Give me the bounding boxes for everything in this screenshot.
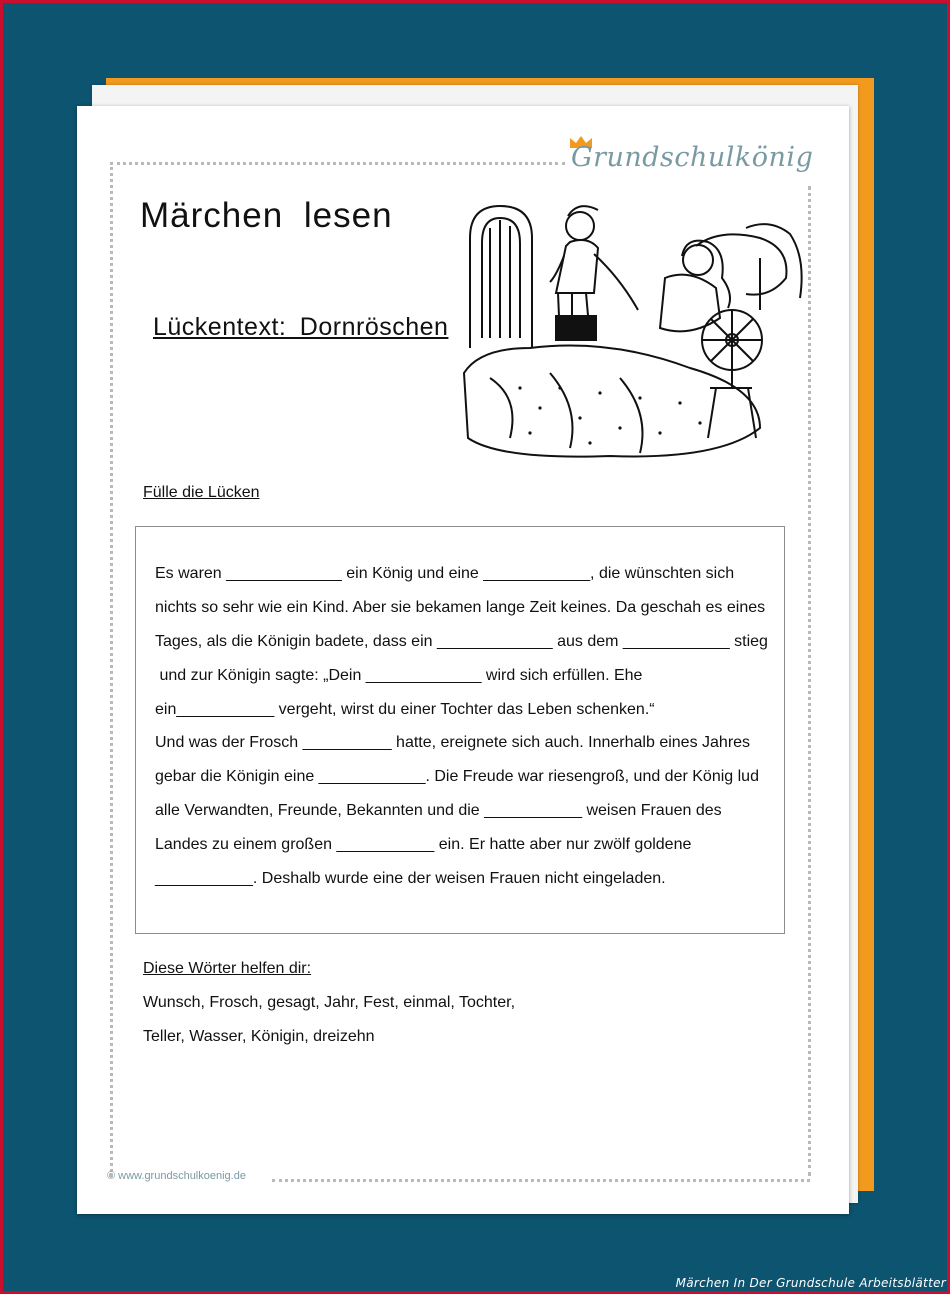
instruction-heading: Fülle die Lücken bbox=[143, 484, 260, 501]
text-line: Tages, als die Königin badete, dass ein _____________ aus dem ____________ stieg bbox=[155, 633, 768, 650]
helper-words-heading: Diese Wörter helfen dir: bbox=[143, 960, 312, 977]
text-line: Es waren _____________ ein König und eine ____________, die wünschten sich bbox=[155, 565, 735, 582]
worksheet-page bbox=[77, 106, 849, 1214]
image-caption: Märchen In Der Grundschule Arbeitsblätter bbox=[675, 1276, 946, 1290]
text-line: Und was der Frosch __________ hatte, ereignete sich auch. Innerhalb eines Jahres bbox=[155, 734, 751, 751]
dotted-border-left bbox=[110, 162, 113, 1177]
brand-logo: Grundschulkönig bbox=[571, 142, 814, 173]
helper-words-line: Wunsch, Frosch, gesagt, Jahr, Fest, einmal, Tochter, bbox=[143, 994, 516, 1011]
page-title: Märchen lesen bbox=[140, 196, 393, 235]
copyright-footer: © www.grundschulkoenig.de bbox=[107, 1170, 246, 1182]
text-line: nichts so sehr wie ein Kind. Aber sie bekamen lange Zeit keines. Da geschah es eines bbox=[155, 599, 766, 616]
text-line: ___________. Deshalb wurde eine der weisen Frauen nicht eingeladen. bbox=[155, 870, 666, 887]
text-line: und zur Königin sagte: „Dein _____________ wird sich erfüllen. Ehe bbox=[155, 667, 643, 684]
page-subtitle: Lückentext: Dornröschen bbox=[153, 313, 449, 341]
helper-words-line: Teller, Wasser, Königin, dreizehn bbox=[143, 1028, 375, 1045]
text-line: alle Verwandten, Freunde, Bekannten und die ___________ weisen Frauen des bbox=[155, 802, 722, 819]
sleeping-beauty-illustration bbox=[460, 198, 808, 460]
text-line: ein___________ vergeht, wirst du einer Tochter das Leben schenken.“ bbox=[155, 701, 655, 718]
gap-text-box bbox=[135, 526, 785, 934]
dotted-border-right bbox=[808, 186, 811, 1176]
text-line: gebar die Königin eine ____________. Die Freude war riesengroß, und der König lud bbox=[155, 768, 759, 785]
dotted-border-bottom bbox=[272, 1179, 810, 1182]
text-line: Landes zu einem großen ___________ ein. Er hatte aber nur zwölf goldene bbox=[155, 836, 692, 853]
dotted-border-top bbox=[110, 162, 565, 165]
